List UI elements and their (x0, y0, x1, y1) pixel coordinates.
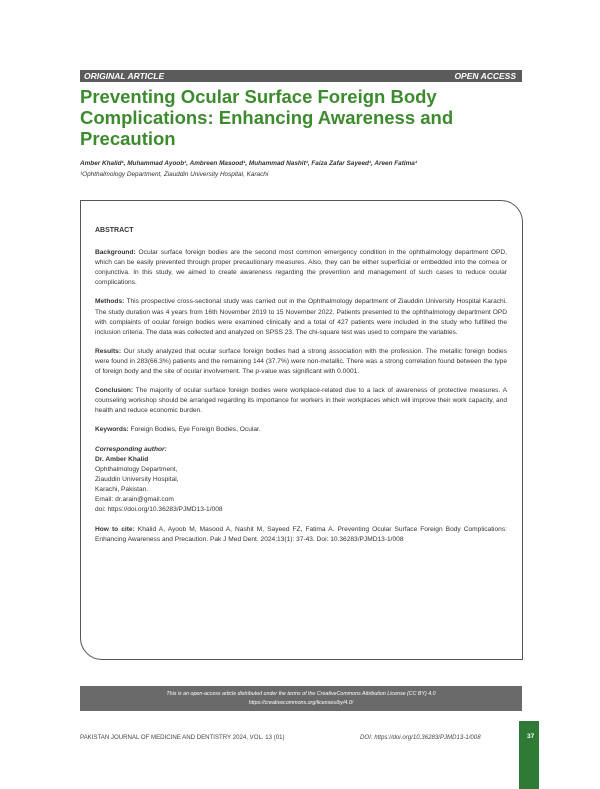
corresponding-author (95, 445, 507, 516)
methods-label: Methods: (95, 298, 125, 306)
abstract-content (95, 226, 507, 554)
keywords-text: Foreign Bodies, Eye Foreign Bodies, Ocular. (128, 426, 261, 434)
background-text: Ocular surface foreign bodies are the second most common emergency condition in the ophthalmology department OPD, which can be easily prevented through proper precautionary measures. Also, they can be either superficial or embedded into the cornea or conjunctiva. In this study, we aimed to create awareness regarding the prevention and management of such cases to reduce ocular complications. (95, 249, 507, 287)
results-label: Results: (95, 347, 122, 355)
abstract-heading: ABSTRACT (95, 227, 134, 234)
conclusion-section (95, 386, 507, 416)
doi-footer-text[interactable]: DOI: https://doi.org/10.36283/PJMD13-1/008 (360, 734, 481, 741)
results-section (95, 347, 507, 377)
keywords-label: Keywords: (95, 426, 129, 434)
license-link[interactable]: https://creativecommons.org/licenses/by/4.0/ (248, 699, 354, 706)
how-to-cite-section (95, 525, 507, 545)
journal-footer: PAKISTAN JOURNAL OF MEDICINE AND DENTISTRY 2024, VOL. 13 (01) (80, 734, 285, 741)
article-type-label: ORIGINAL ARTICLE (84, 71, 165, 81)
corresponding-line: Karachi, Pakistan. (95, 485, 149, 493)
keywords-section (95, 425, 507, 435)
background-section (95, 248, 507, 288)
page-number: 37 (527, 733, 535, 740)
methods-section (95, 297, 507, 337)
how-to-cite-text: Khalid A, Ayoob M, Masood A, Nashit M, Sayeed FZ, Fatima A. Preventing Ocular Surface Foreign Body Complications: Enhancing Awareness and Precaution. Pak J Med Dent. 2024;13(1): 37-43. Doi: 10.36283/PJMD13-1/008 (95, 526, 507, 544)
corresponding-doi[interactable]: doi: https://doi.org/10.36283/PJMD13-1/008 (95, 506, 223, 514)
conclusion-label: Conclusion: (95, 387, 134, 395)
corresponding-author-name: Dr. Amber Khalid (95, 455, 149, 463)
background-label: Background: (95, 249, 136, 257)
page-number-tab (519, 721, 539, 789)
how-to-cite-label: How to cite: (95, 526, 135, 534)
corresponding-email[interactable]: Email: dr.arain@gmail.com (95, 495, 174, 503)
license-text: This is an open-access article distributed under the terms of the CreativeCommons Attribution License (CC BY) 4.0 (166, 691, 436, 697)
corresponding-line: Ziauddin University Hospital, (95, 475, 179, 483)
conclusion-text: The majority of ocular surface foreign bodies were workplace-related due to a lack of awareness of protective measures. A counseling workshop should be arranged regarding its importance for workers in their workplaces which will improve their work capacity, and health and reduce economic burden. (95, 387, 507, 415)
article-title: Preventing Ocular Surface Foreign Body Complications: Enhancing Awareness and Precaution (80, 86, 454, 149)
methods-text: This prospective cross-sectional study was carried out in the Ophthalmology department of Ziauddin University Hospital Karachi. The study duration was 4 years from 16th November 2019 to 15 November 2022. Patients presented to the ophthalmology department OPD with complaints of ocular foreign bodies were examined clinically and a total of 427 patients were included in the study who fulfilled the inclusion criteria. The data was collected and analyzed on SPSS 23. The chi-square test was used to compare the variables. (95, 298, 507, 336)
doi-footer[interactable] (360, 734, 481, 741)
open-access-label: OPEN ACCESS (454, 71, 516, 81)
results-text: Our study analyzed that ocular surface foreign bodies had a strong association with the profession. The metallic foreign bodies were found in 283(66.3%) patients and the remaining 144 (37.7%) were non-metallic. There was a strong correlation found between the type of foreign body and the site of ocular involvement. The p-value was significant with 0.0001. (95, 347, 507, 376)
license-banner (80, 686, 522, 711)
corresponding-author-title: Corresponding author: (95, 445, 167, 453)
author-list: Amber Khalid¹, Muhammad Ayoob¹, Ambreen Masood¹, Muhammad Nashit¹, Faiza Zafar Sayeed¹, Areen Fatima¹ (80, 160, 417, 167)
affiliation: ¹Ophthalmology Department, Ziauddin University Hospital, Karachi (80, 171, 269, 178)
article-type-banner (80, 70, 522, 82)
page-number-tab-shape (519, 721, 539, 789)
corresponding-line: Ophthalmology Department, (95, 465, 178, 473)
